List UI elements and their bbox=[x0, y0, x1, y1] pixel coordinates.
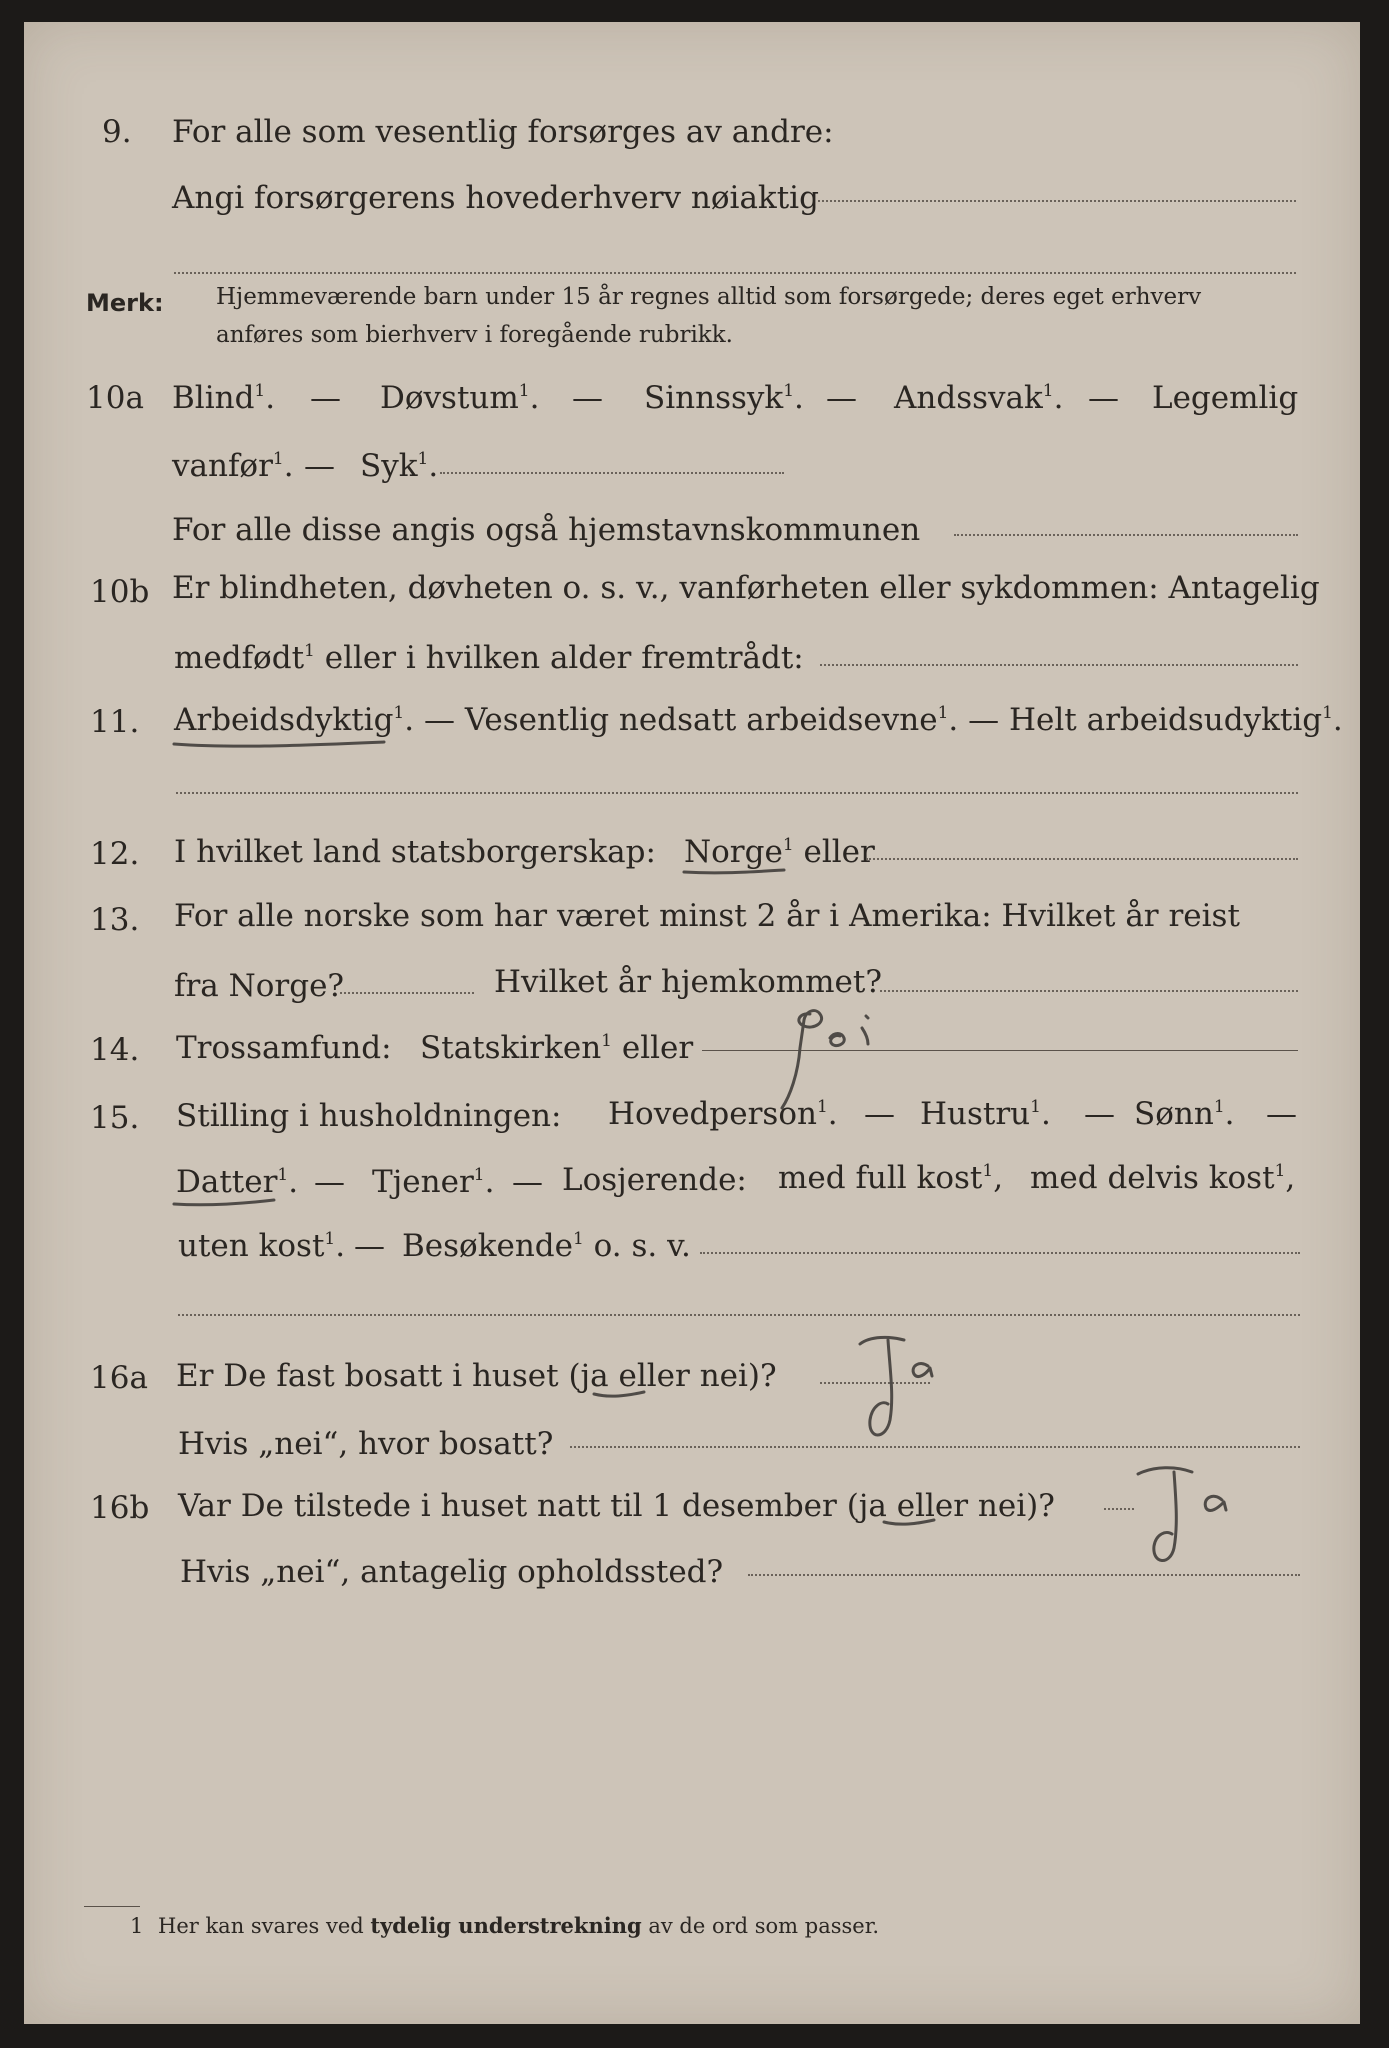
q16a-number: 16a bbox=[90, 1360, 148, 1396]
q16a-line2: Hvis „nei“, hvor bosatt? bbox=[178, 1426, 554, 1462]
merk-line2: anføres som bierhverv i foregående rubrikk. bbox=[216, 322, 733, 348]
q9-answer-line[interactable] bbox=[818, 200, 1296, 202]
q10a-number: 10a bbox=[86, 380, 144, 416]
q15-answer-line-2[interactable] bbox=[178, 1314, 1300, 1316]
q10a-vanfor: vanfør$^1$. bbox=[172, 448, 294, 484]
q11-underline-mark bbox=[170, 730, 390, 754]
q15-sonn: Sønn$^1$. bbox=[1134, 1096, 1235, 1132]
q10a-legemlig: Legemlig bbox=[1152, 380, 1299, 416]
q15-full-kost: med full kost$^1$, bbox=[778, 1160, 1004, 1196]
q12-answer-line[interactable] bbox=[866, 858, 1298, 860]
q15-hustru: Hustru$^1$. bbox=[920, 1096, 1051, 1132]
q15-datter-underline bbox=[170, 1192, 280, 1212]
q9-answer-line-2[interactable] bbox=[174, 272, 1296, 274]
q10b-number: 10b bbox=[90, 574, 150, 610]
q12-number: 12. bbox=[90, 836, 140, 872]
q10a-sinnssyk: Sinnssyk$^1$. bbox=[644, 380, 804, 416]
q9-number: 9. bbox=[102, 114, 132, 150]
q15-dash-4: — bbox=[314, 1164, 345, 1200]
q16b-handwritten-ja bbox=[1130, 1460, 1250, 1580]
footnote-rule bbox=[84, 1906, 140, 1907]
q16b-opholdssted-answer-line[interactable] bbox=[748, 1574, 1300, 1576]
q10a-dash-2: — bbox=[572, 380, 603, 416]
q16b-line2: Hvis „nei“, antagelig opholdssted? bbox=[180, 1554, 724, 1590]
q15-dash-2: — bbox=[1084, 1096, 1115, 1132]
q10a-answer-line[interactable] bbox=[440, 472, 784, 474]
q15-dash-1: — bbox=[864, 1096, 895, 1132]
q15-uten-kost: uten kost$^1$. bbox=[178, 1228, 346, 1264]
q15-answer-line[interactable] bbox=[700, 1252, 1300, 1254]
q10a-dash-4: — bbox=[1088, 380, 1119, 416]
q10a-blind: Blind$^1$. bbox=[172, 380, 276, 416]
q13-fra-norge: fra Norge? bbox=[174, 968, 345, 1004]
q15-delvis-kost: med delvis kost$^1$, bbox=[1030, 1160, 1296, 1196]
q10a-hjemstavn-text: For alle disse angis også hjemstavnskommunen bbox=[172, 512, 921, 548]
q14-number: 14. bbox=[90, 1032, 140, 1068]
q9-text-line1: For alle som vesentlig forsørges av andre: bbox=[172, 114, 834, 150]
q15-dash-5: — bbox=[512, 1164, 543, 1200]
q12-norge-underline bbox=[680, 862, 790, 882]
q15-losjerende: Losjerende: bbox=[562, 1162, 747, 1198]
q11-answer-line[interactable] bbox=[176, 792, 1298, 794]
q16a-ja-underline bbox=[590, 1384, 650, 1406]
q16b-number: 16b bbox=[90, 1490, 150, 1526]
merk-line1: Hjemmeværende barn under 15 år regnes alltid som forsørgede; deres eget erhverv bbox=[216, 284, 1202, 310]
q10b-answer-line[interactable] bbox=[820, 664, 1298, 666]
q11-number: 11. bbox=[90, 704, 140, 740]
q16a-question: Er De fast bosatt i huset (ja eller nei)? bbox=[176, 1358, 777, 1394]
q10a-dash-5: — bbox=[304, 448, 335, 484]
q10a-hjemstavn-answer-line[interactable] bbox=[954, 534, 1298, 536]
q15-datter: Datter$^1$. bbox=[176, 1164, 299, 1200]
q15-prefix: Stilling i husholdningen: bbox=[176, 1098, 562, 1134]
q15-besokende: Besøkende$^1$ o. s. v. bbox=[402, 1228, 691, 1264]
q16b-ja-underline bbox=[880, 1512, 940, 1534]
q14-statskirken: Statskirken$^1$ eller bbox=[420, 1030, 694, 1066]
q13-number: 13. bbox=[90, 902, 140, 938]
q13-hjemkommet: Hvilket år hjemkommet? bbox=[494, 964, 882, 1000]
q12-norge: Norge$^1$ eller bbox=[684, 834, 875, 870]
q15-dash-6: — bbox=[354, 1228, 385, 1264]
q12-prefix: I hvilket land statsborgerskap: bbox=[174, 834, 656, 870]
merk-label: Merk: bbox=[86, 289, 164, 317]
q13-hjemkommet-answer-line[interactable] bbox=[880, 990, 1298, 992]
q15-tjener: Tjener$^1$. bbox=[372, 1164, 495, 1200]
q9-text-line2: Angi forsørgerens hovederhverv nøiaktig bbox=[172, 180, 819, 216]
q10a-syk: Syk$^1$. bbox=[360, 448, 439, 484]
q10a-andssvak: Andssvak$^1$. bbox=[894, 380, 1064, 416]
q11-options: Arbeidsdyktig$^1$. — Vesentlig nedsatt arbeidsevne$^1$. — Helt arbeidsudyktig$^1$. bbox=[174, 702, 1343, 738]
footnote-mark: 1 bbox=[130, 1914, 144, 1938]
q16a-bosatt-answer-line[interactable] bbox=[570, 1446, 1300, 1448]
q13-reist-answer-line[interactable] bbox=[340, 992, 474, 994]
q10a-dash-3: — bbox=[826, 380, 857, 416]
q13-line1: For alle norske som har været minst 2 år i Amerika: Hvilket år reist bbox=[174, 898, 1240, 934]
q10b-line2: medfødt$^1$ eller i hvilken alder fremtrådt: bbox=[174, 640, 804, 676]
footnote-text: Her kan svares ved tydelig understrekning av de ord som passer. bbox=[158, 1913, 880, 1938]
q15-dash-3: — bbox=[1266, 1096, 1297, 1132]
q16b-question: Var De tilstede i huset natt til 1 desember (ja eller nei)? bbox=[178, 1488, 1055, 1524]
q10a-dovstum: Døvstum$^1$. bbox=[380, 380, 540, 416]
q10b-line1: Er blindheten, døvheten o. s. v., vanførheten eller sykdommen: Antagelig bbox=[172, 570, 1320, 606]
q15-number: 15. bbox=[90, 1100, 140, 1136]
q16a-handwritten-ja bbox=[850, 1330, 950, 1450]
q10a-dash-1: — bbox=[310, 380, 341, 416]
q14-trossamfund: Trossamfund: bbox=[176, 1030, 392, 1066]
q15-hovedperson: Hovedperson$^1$. bbox=[608, 1096, 838, 1132]
